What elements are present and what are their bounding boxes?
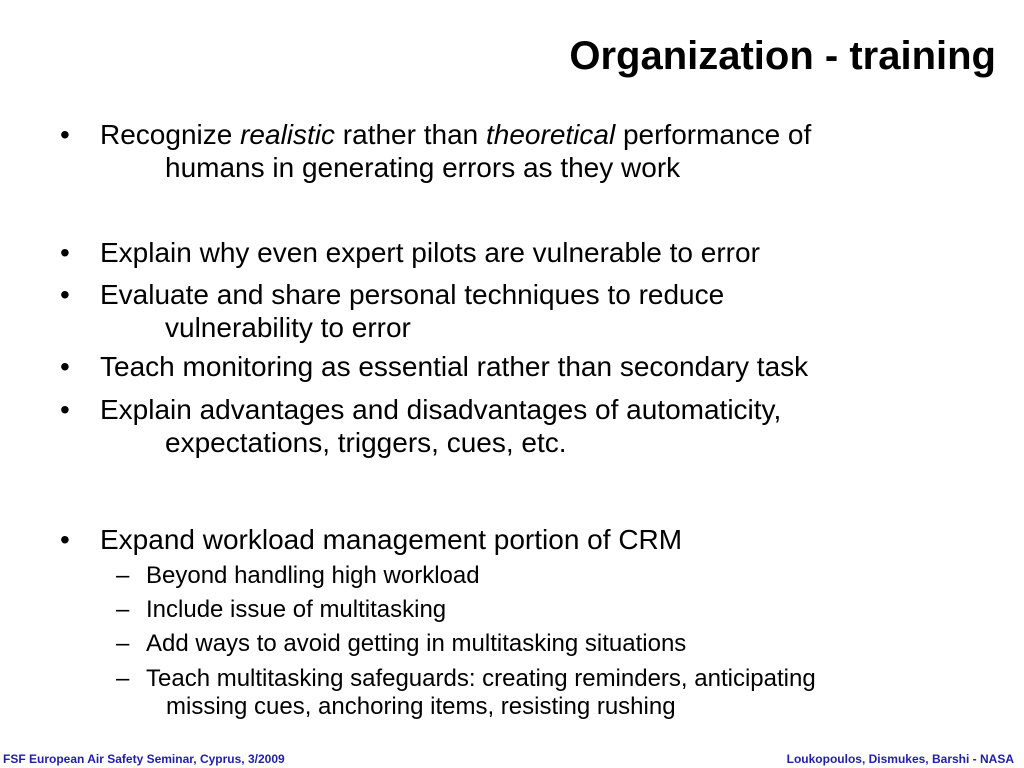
sub-bullet-text: Add ways to avoid getting in multitasking situations — [146, 630, 687, 657]
sub-bullet-symbol: – — [116, 665, 130, 692]
bullet-symbol: • — [60, 351, 70, 382]
sub-bullet-symbol: – — [116, 630, 130, 657]
sub-bullet-text-line: Teach multitasking safeguards: creating reminders, anticipating — [146, 665, 816, 692]
sub-bullet-text: Beyond handling high workload — [146, 562, 480, 589]
sub-bullet-continuation: missing cues, anchoring items, resisting rushing — [166, 693, 676, 720]
bullet-text — [100, 118, 1000, 184]
sub-bullet-text: Include issue of multitasking — [146, 596, 447, 623]
bullet-text-part: performance of — [615, 119, 812, 150]
sub-bullet-text — [146, 665, 1006, 721]
emphasis-realistic: realistic — [240, 119, 336, 150]
bullet-text: Expand workload management portion of CRM — [100, 524, 683, 555]
bullet-symbol: • — [60, 394, 70, 425]
footer-authors: Loukopoulos, Dismukes, Barshi - NASA — [786, 752, 1014, 766]
bullet-text-line: Evaluate and share personal techniques to reduce — [100, 279, 725, 310]
bullet-text-part: Recognize — [100, 119, 241, 150]
bullet-symbol: • — [60, 524, 70, 555]
bullet-symbol: • — [60, 279, 70, 310]
emphasis-theoretical: theoretical — [486, 119, 616, 150]
bullet-text: Teach monitoring as essential rather than secondary task — [100, 351, 809, 382]
bullet-continuation: expectations, triggers, cues, etc. — [165, 427, 567, 458]
bullet-text — [100, 278, 1000, 344]
sub-bullet-symbol: – — [116, 596, 130, 623]
bullet-text-part: rather than — [335, 119, 486, 150]
slide-title: Organization - training — [569, 34, 996, 78]
footer-seminar: FSF European Air Safety Seminar, Cyprus, 3/2009 — [3, 752, 285, 766]
bullet-text-line: Explain advantages and disadvantages of automaticity, — [100, 394, 782, 425]
bullet-symbol: • — [60, 119, 70, 150]
bullet-text: Explain why even expert pilots are vulnerable to error — [100, 237, 760, 268]
bullet-text — [100, 393, 1000, 459]
bullet-continuation: vulnerability to error — [165, 312, 411, 343]
sub-bullet-symbol: – — [116, 562, 130, 589]
bullet-symbol: • — [60, 237, 70, 268]
bullet-continuation: humans in generating errors as they work — [165, 152, 681, 183]
